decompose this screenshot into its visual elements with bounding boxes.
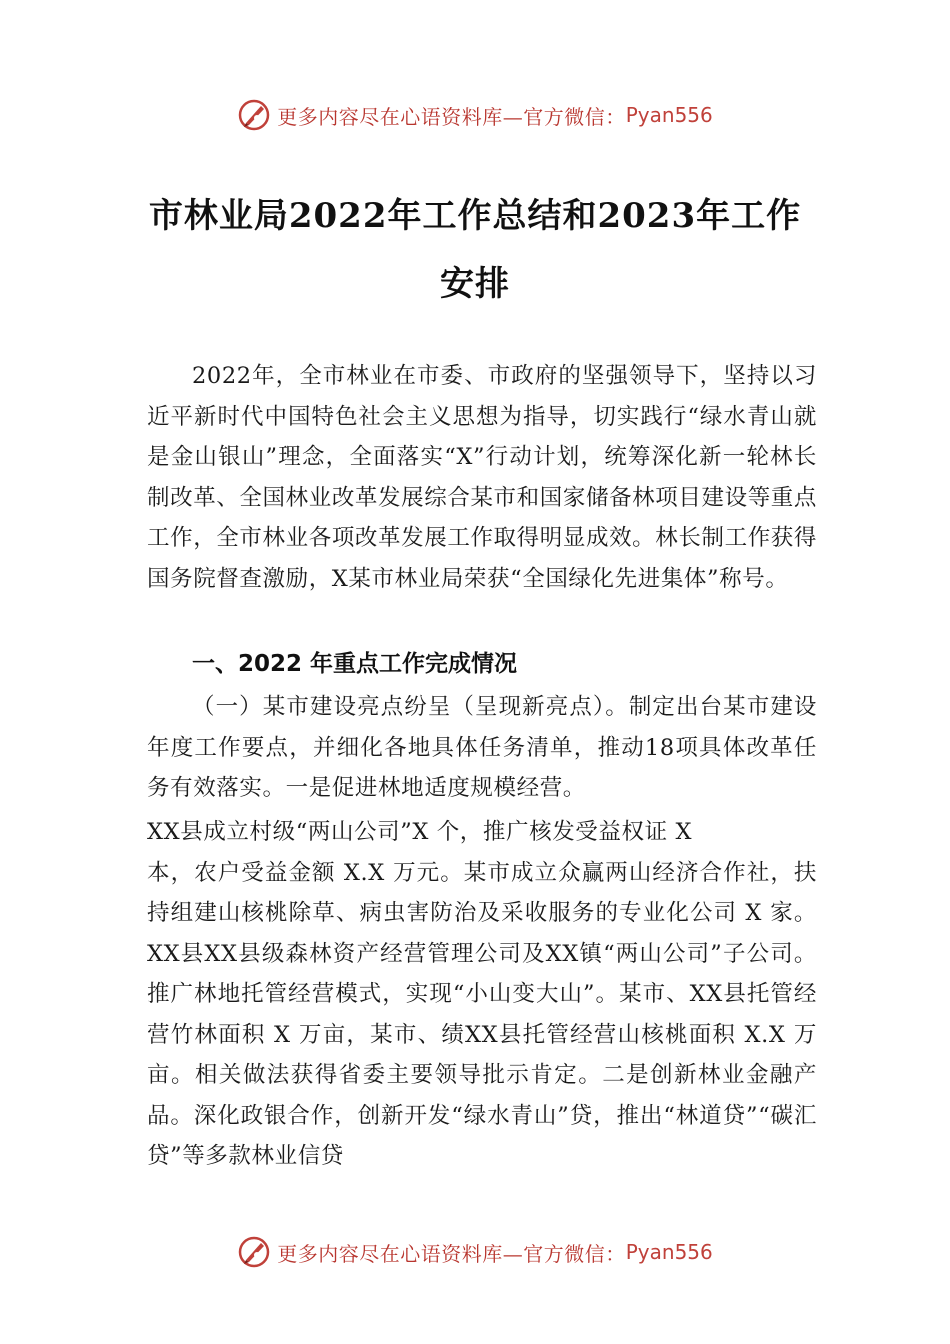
paragraph-continuation-rest: 本，农户受益金额 X.X 万元。某市成立众赢两山经济合作社，扶持组建山核桃除草、病虫害防治及采收服务的专业化公司 X 家。XX县XX县级森林资产经营管理公司及XX镇“两山公司”子公司。推广林地托管经营模式，实现“小山变大山”。某市、XX县托管经营竹林面积 X 万亩，某市、绩XX县托管经营山核桃面积 X.X 万亩。相关做法获得省委主要领导批示肯定。二是创新林业金融产品。深化政银合作，创新开发“绿水青山”贷，推出“林道贷”“碳汇贷”等多款林业信贷 bbox=[147, 859, 817, 1169]
document-title-line2: 安排 bbox=[440, 264, 510, 304]
footer-banner bbox=[0, 1232, 950, 1272]
pen-seal-logo-icon bbox=[237, 98, 271, 132]
paragraph-intro: 2022年，全市林业在市委、市政府的坚强领导下，坚持以习近平新时代中国特色社会主义思想为指导，切实践行“绿水青山就是金山银山”理念，全面落实“X”行动计划，统筹深化新一轮林长制改革、全国林业改革发展综合某市和国家储备林项目建设等重点工作，全市林业各项改革发展工作取得明显成效。林长制工作获得国务院督查激励，X某市林业局荣获“全国绿化先进集体”称号。 bbox=[147, 363, 817, 592]
paragraph-subsection-1 bbox=[147, 687, 817, 809]
header-banner bbox=[0, 95, 950, 135]
paragraph-subsection-1-text: （一）某市建设亮点纷呈（呈现新亮点）。制定出台某市建设年度工作要点，并细化各地具体任务清单，推动18项具体改革任务有效落实。一是促进林地适度规模经营。 bbox=[147, 694, 817, 801]
banner-wechat-id: Pyan556 bbox=[625, 103, 713, 127]
section-heading: 一、2022 年重点工作完成情况 bbox=[192, 651, 518, 677]
paragraph-continuation bbox=[147, 812, 817, 1177]
banner-text: 更多内容尽在心语资料库—官方微信： bbox=[277, 104, 626, 129]
pen-seal-logo-icon bbox=[237, 1235, 271, 1269]
banner-text: 更多内容尽在心语资料库—官方微信： bbox=[277, 1241, 626, 1266]
banner-wechat-id: Pyan556 bbox=[625, 1240, 713, 1264]
paragraph-continuation-line1: XX县成立村级“两山公司”X 个，推广核发受益权证 X bbox=[147, 819, 693, 845]
document-title-line1: 市林业局2022年工作总结和2023年工作 bbox=[148, 196, 802, 236]
